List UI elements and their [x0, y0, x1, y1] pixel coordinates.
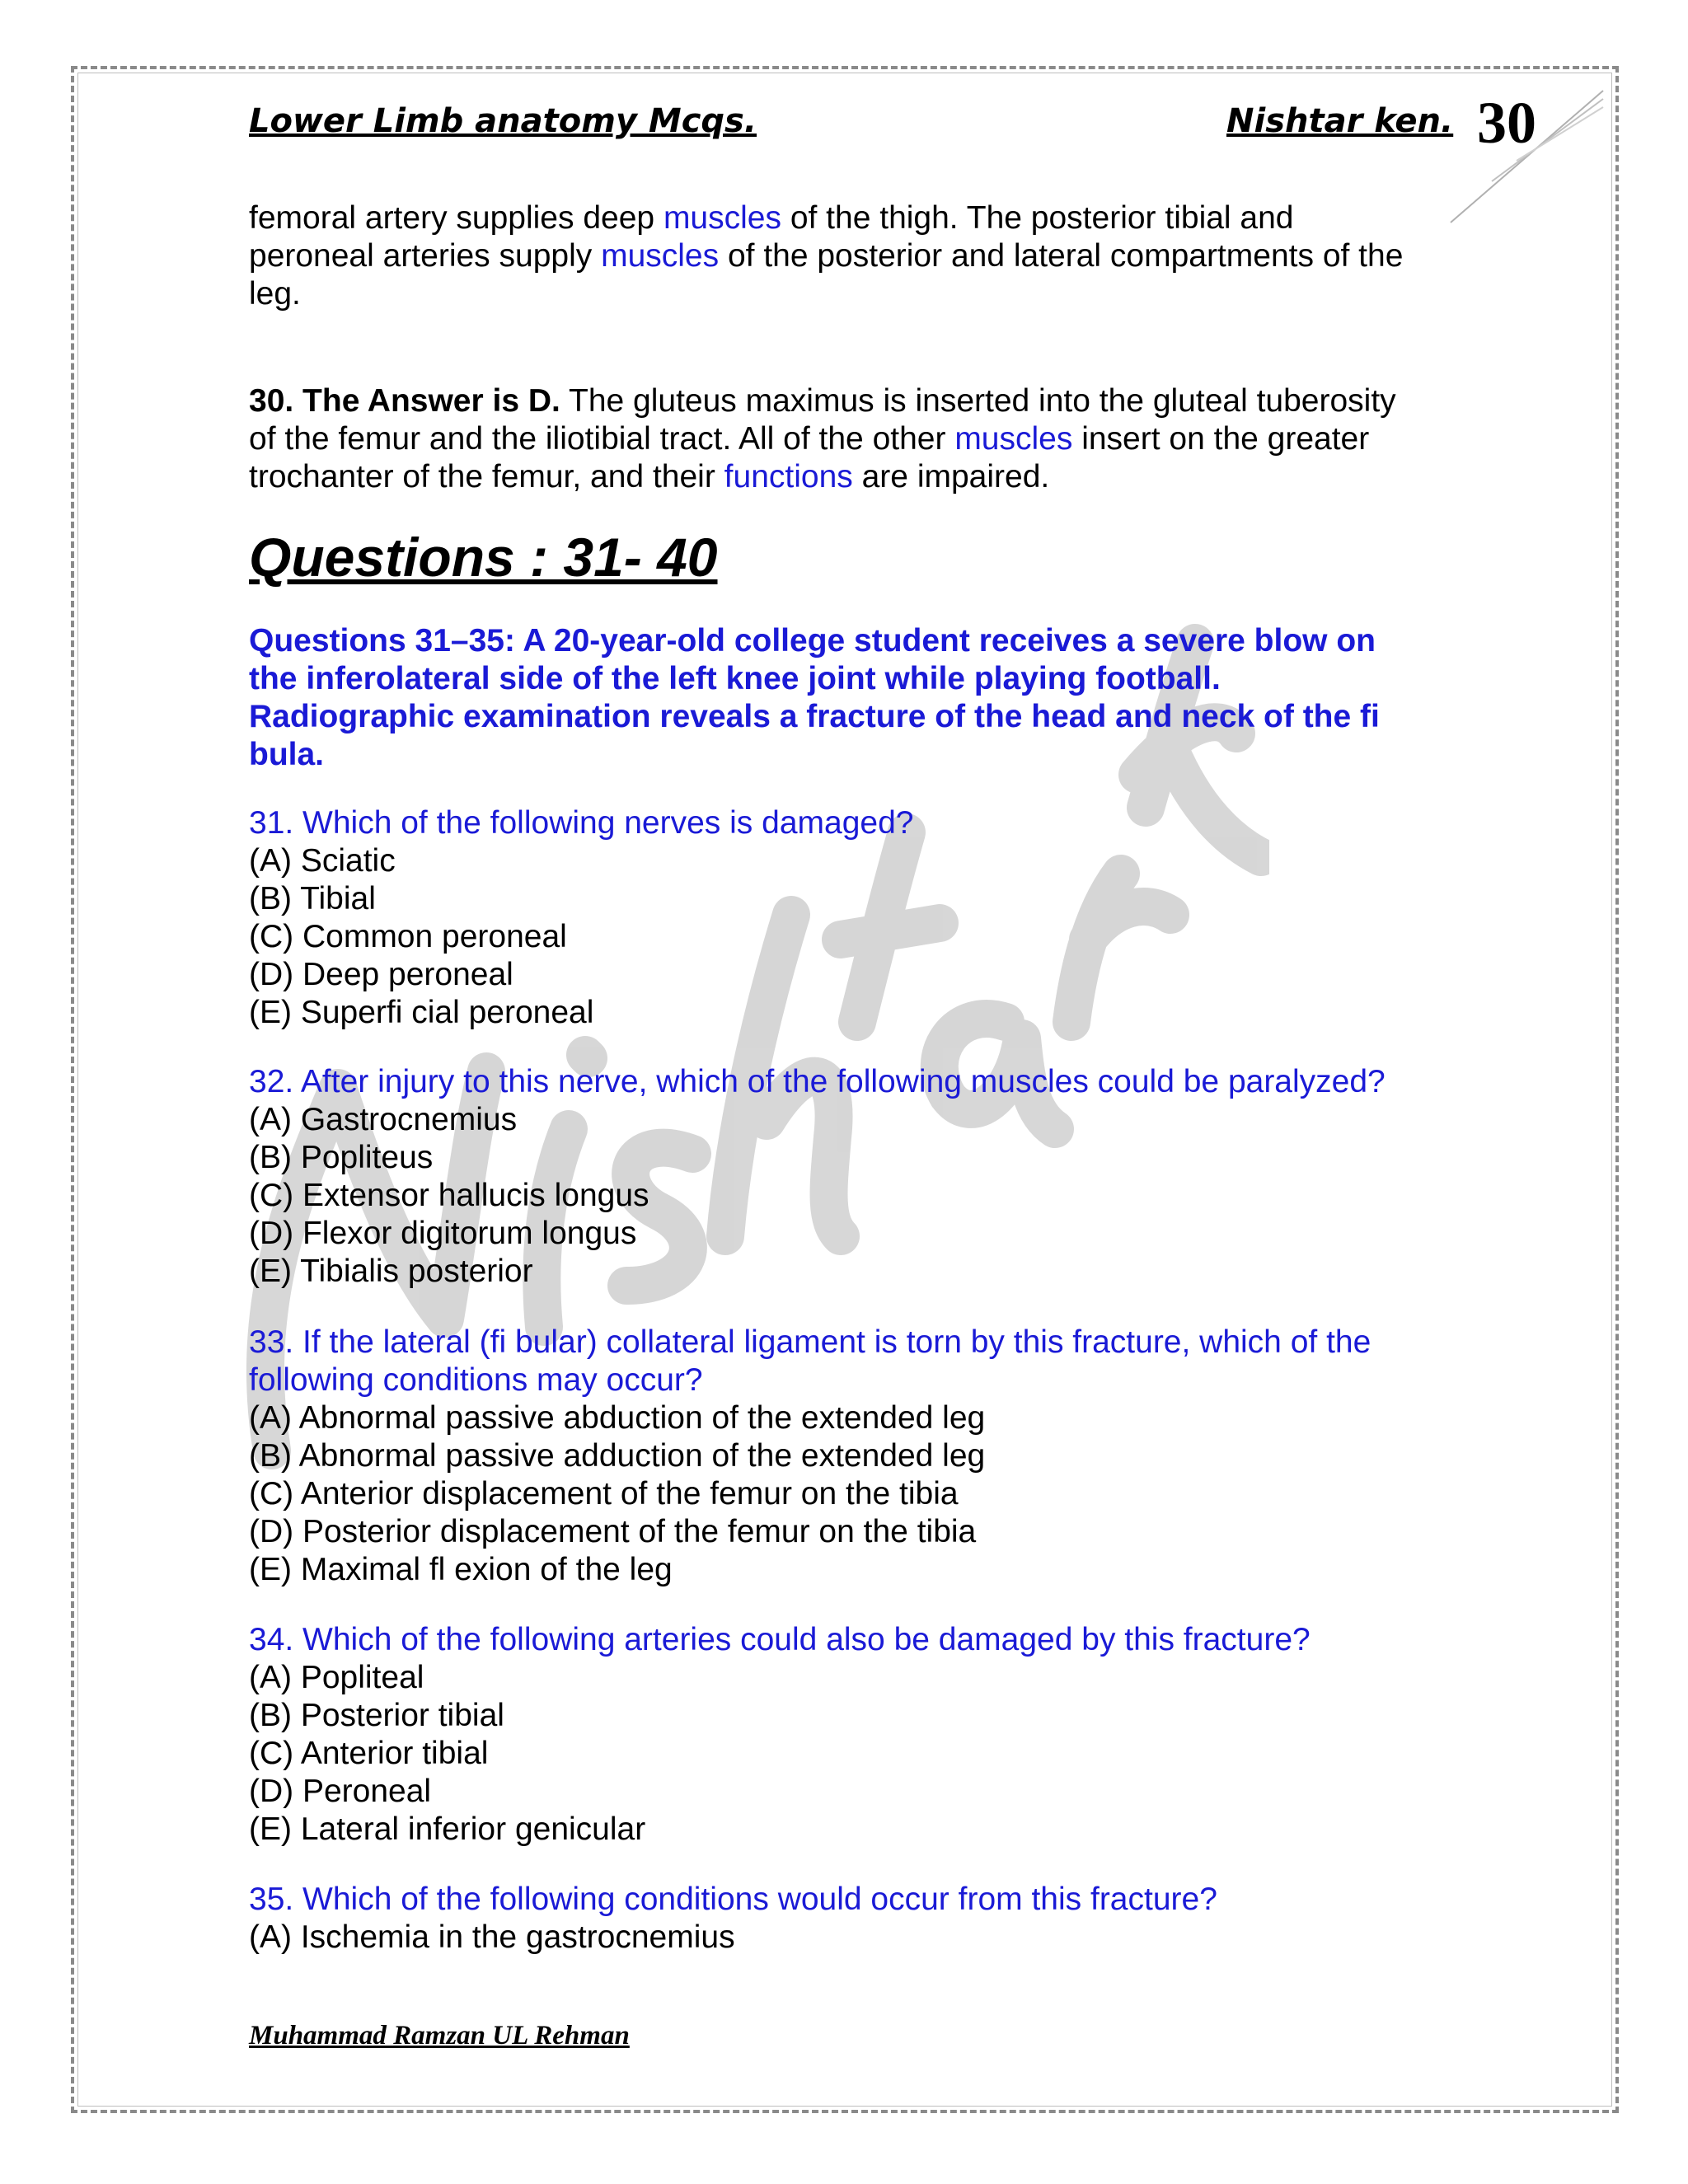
answer-option: (B) Tibial	[249, 881, 376, 916]
answer-line: trochanter of the femur, and their functions are impaired.	[249, 459, 1050, 494]
answer-option: (E) Maximal fl exion of the leg	[249, 1552, 673, 1587]
intro-paragraph	[249, 199, 1452, 313]
answer-option: (B) Abnormal passive adduction of the extended leg	[249, 1438, 986, 1474]
question-32	[249, 1063, 1452, 1291]
answer-option: (B) Posterior tibial	[249, 1698, 504, 1733]
answer-option: (B) Popliteus	[249, 1140, 434, 1175]
answer-line: of the femur and the iliotibial tract. All of the other muscles insert on the greater	[249, 421, 1370, 457]
question-31	[249, 804, 1452, 1032]
answer-line: 30. The Answer is D. The gluteus maximus is inserted into the gluteal tuberosity	[249, 383, 1396, 419]
page-number: 30	[1477, 90, 1536, 156]
question-33	[249, 1324, 1452, 1589]
intro-line: femoral artery supplies deep muscles of the thigh. The posterior tibial and	[249, 200, 1294, 236]
answer-option: (D) Flexor digitorum longus	[249, 1216, 637, 1251]
answer-option: (D) Posterior displacement of the femur on the tibia	[249, 1514, 977, 1549]
section-title: Questions : 31- 40	[249, 527, 718, 588]
answer-option: (C) Anterior tibial	[249, 1736, 489, 1771]
case-description	[249, 622, 1452, 774]
answer-option: (C) Extensor hallucis longus	[249, 1178, 649, 1213]
answer-option: (A) Ischemia in the gastrocnemius	[249, 1919, 735, 1955]
header-title: Lower Limb anatomy Mcqs.	[249, 102, 757, 140]
answer-option: (A) Popliteal	[249, 1660, 424, 1695]
footer-author: Muhammad Ramzan UL Rehman	[249, 2021, 630, 2050]
answer-option: (A) Gastrocnemius	[249, 1102, 518, 1137]
question-stem: 35. Which of the following conditions would occur from this fracture?	[249, 1882, 1217, 1917]
question-stem: 31. Which of the following nerves is damaged?	[249, 805, 914, 841]
case-line: bula.	[249, 737, 325, 772]
answer-30-paragraph	[249, 382, 1452, 496]
answer-option: (A) Sciatic	[249, 843, 396, 879]
answer-option: (E) Tibialis posterior	[249, 1254, 533, 1289]
answer-option: (D) Peroneal	[249, 1774, 432, 1809]
answer-option: (C) Common peroneal	[249, 919, 567, 954]
question-stem: 33. If the lateral (fi bular) collateral ligament is torn by this fracture, which of the	[249, 1324, 1372, 1360]
answer-option: (A) Abnormal passive abduction of the extended leg	[249, 1400, 986, 1436]
case-line: Questions 31–35: A 20-year-old college student receives a severe blow on	[249, 623, 1376, 658]
answer-option: (C) Anterior displacement of the femur on the tibia	[249, 1476, 959, 1511]
header-author: Nishtar ken.	[1226, 102, 1454, 140]
question-34	[249, 1621, 1452, 1849]
question-35	[249, 1881, 1452, 1957]
question-stem: 32. After injury to this nerve, which of the following muscles could be paralyzed?	[249, 1064, 1386, 1099]
answer-option: (E) Superfi cial peroneal	[249, 995, 594, 1030]
question-stem: 34. Which of the following arteries could also be damaged by this fracture?	[249, 1622, 1311, 1657]
answer-option: (D) Deep peroneal	[249, 957, 513, 992]
answer-option: (E) Lateral inferior genicular	[249, 1811, 646, 1847]
intro-line: leg.	[249, 276, 301, 312]
case-line: Radiographic examination reveals a fracture of the head and neck of the fi	[249, 699, 1380, 734]
question-stem: following conditions may occur?	[249, 1362, 703, 1398]
intro-line: peroneal arteries supply muscles of the posterior and lateral compartments of the	[249, 238, 1404, 274]
case-line: the inferolateral side of the left knee joint while playing football.	[249, 661, 1221, 696]
